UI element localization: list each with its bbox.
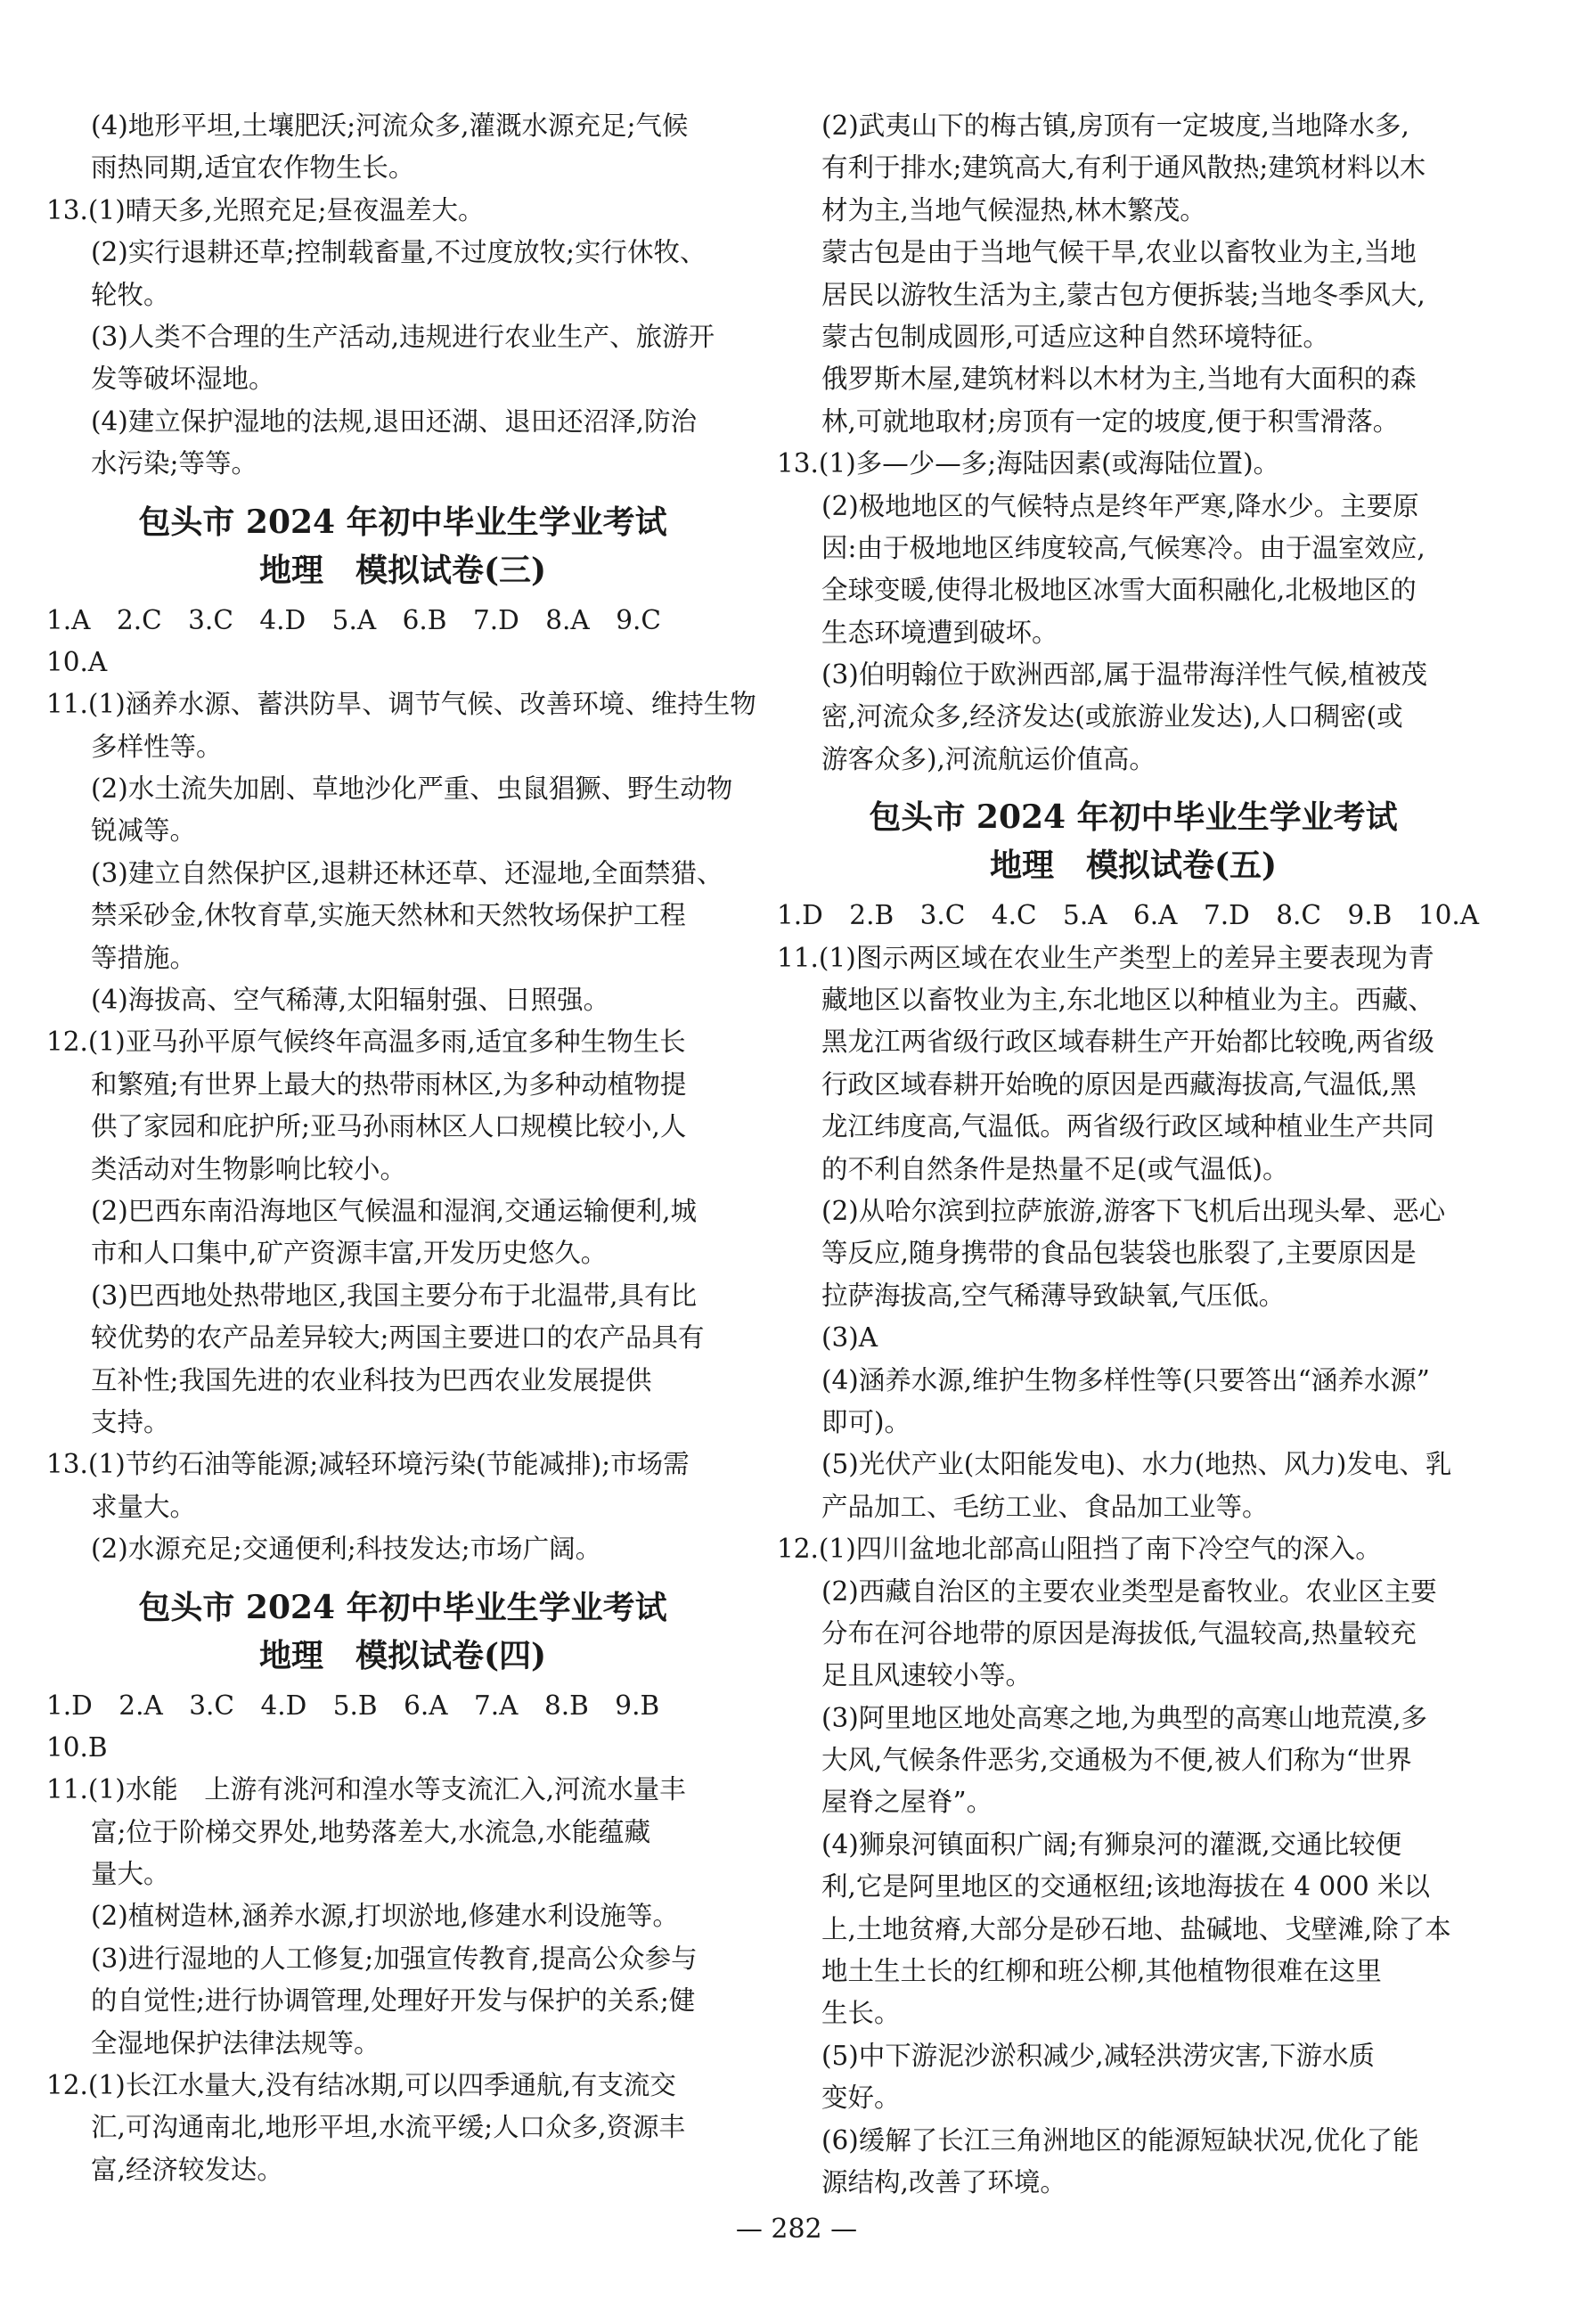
answer-line: 全湿地保护法律法规等。	[91, 2027, 380, 2058]
answer-line: 大风,气候条件恶劣,交通极为不便,被人们称为“世界	[821, 1745, 1412, 1776]
answer-line: 和繁殖;有世界上最大的热带雨林区,为多种动植物提	[91, 1068, 687, 1100]
answer-line: 产品加工、毛纺工业、食品加工业等。	[821, 1491, 1269, 1522]
answer-line: (2)从哈尔滨到拉萨旅游,游客下飞机后出现头晕、恶心	[821, 1195, 1446, 1226]
answer-line: 屋脊之屋脊”。	[821, 1787, 993, 1818]
answer-line: 汇,可沟通南北,地形平坦,水流平缓;人口众多,资源丰	[91, 2112, 685, 2143]
answer-line: 居民以游牧生活为主,蒙古包方便拆装;当地冬季风大,	[821, 279, 1426, 310]
answer-line: (3)伯明翰位于欧洲西部,属于温带海洋性气候,植被茂	[821, 659, 1428, 691]
answer-line: (5)光伏产业(太阳能发电)、水力(地热、风力)发电、乳	[821, 1449, 1452, 1480]
answer-line: (3)进行湿地的人工修复;加强宣传教育,提高公众参与	[91, 1943, 698, 1974]
answer-line: 蒙古包是由于当地气候干旱,农业以畜牧业为主,当地	[821, 237, 1417, 268]
answer-line: 12.(1)长江水量大,没有结冰期,可以四季通航,有支流交	[46, 2070, 676, 2101]
right-column	[777, 105, 1490, 2204]
answer-line: 11.(1)水能 上游有洮河和湟水等支流汇入,河流水量丰	[46, 1774, 686, 1805]
answer-line: 市和人口集中,矿产资源丰富,开发历史悠久。	[91, 1238, 608, 1269]
answer-line: 生长。	[821, 1998, 901, 2029]
answer-line: 的不利自然条件是热量不足(或气温低)。	[821, 1153, 1289, 1184]
answer-line: 有利于排水;建筑高大,有利于通风散热;建筑材料以木	[821, 152, 1426, 184]
answer-line: (2)实行退耕还草;控制载畜量,不过度放牧;实行休牧、	[91, 237, 707, 268]
answer-line: 分布在河谷地带的原因是海拔低,气温较高,热量较充	[821, 1617, 1417, 1649]
answer-line: 11.(1)图示两区域在农业生产类型上的差异主要表现为青	[777, 942, 1434, 973]
answer-line: 求量大。	[91, 1491, 197, 1522]
answer-line: 12.(1)四川盆地北部高山阻挡了南下冷空气的深入。	[777, 1534, 1382, 1565]
left-column	[46, 105, 759, 2191]
answer-line: (2)巴西东南沿海地区气候温和湿润,交通运输便利,城	[91, 1195, 698, 1226]
answer-line: (3)建立自然保护区,退耕还林还草、还湿地,全面禁猎、	[91, 857, 723, 888]
answer-line: 发等破坏湿地。	[91, 364, 275, 395]
exam-title: 包头市 2024 年初中毕业生学业考试	[869, 798, 1398, 837]
answer-line: 等措施。	[91, 942, 197, 973]
answer-line: (2)植树造林,涵养水源,打坝淤地,修建水利设施等。	[91, 1901, 679, 1932]
answer-line: 互补性;我国先进的农业科技为巴西农业发展提供	[91, 1364, 652, 1395]
answer-line: 1.D 2.B 3.C 4.C 5.A 6.A 7.D 8.C 9.B 10.A	[777, 900, 1480, 931]
answer-line: (2)水土流失加剧、草地沙化严重、虫鼠猖獗、野生动物	[91, 773, 733, 805]
answer-line: (4)建立保护湿地的法规,退田还湖、退田还沼泽,防治	[91, 405, 698, 437]
answer-line: 因:由于极地地区纬度较高,气候寒冷。由于温室效应,	[821, 532, 1426, 563]
answer-line: (4)涵养水源,维护生物多样性等(只要答出“涵养水源”	[821, 1364, 1430, 1395]
answer-line: 材为主,当地气候湿热,林木繁茂。	[821, 194, 1206, 225]
exam-title: 包头市 2024 年初中毕业生学业考试	[138, 1588, 667, 1626]
answer-line: 13.(1)多—少—多;海陆因素(或海陆位置)。	[777, 448, 1280, 479]
answer-line: 龙江纬度高,气温低。两省级行政区域种植业生产共同	[821, 1111, 1434, 1142]
answer-line: 上,土地贫瘠,大部分是砂石地、盐碱地、戈壁滩,除了本	[821, 1913, 1451, 1944]
answer-line: 10.B	[46, 1731, 108, 1763]
answer-line: (4)地形平坦,土壤肥沃;河流众多,灌溉水源充足;气候	[91, 110, 689, 141]
answer-line: 供了家园和庇护所;亚马孙雨林区人口规模比较小,人	[91, 1111, 687, 1142]
answer-line: 蒙古包制成圆形,可适应这种自然环境特征。	[821, 321, 1329, 352]
answer-line: 俄罗斯木屋,建筑材料以木材为主,当地有大面积的森	[821, 364, 1417, 395]
answer-line: 轮牧。	[91, 279, 170, 310]
answer-line: 1.A 2.C 3.C 4.D 5.A 6.B 7.D 8.A 9.C	[46, 604, 661, 635]
answer-line: 锐减等。	[91, 815, 197, 847]
answer-line: 行政区域春耕开始晚的原因是西藏海拔高,气温低,黑	[821, 1068, 1417, 1100]
answer-line: 游客众多),河流航运价值高。	[821, 743, 1156, 774]
answer-line: (3)巴西地处热带地区,我国主要分布于北温带,具有比	[91, 1280, 698, 1311]
exam-title: 包头市 2024 年初中毕业生学业考试	[138, 503, 667, 541]
answer-line: (2)极地地区的气候特点是终年严寒,降水少。主要原	[821, 490, 1419, 521]
exam-subtitle: 地理 模拟试卷(四)	[258, 1636, 547, 1674]
answer-line: 变好。	[821, 2083, 901, 2114]
answer-line: 多样性等。	[91, 731, 223, 762]
answer-line: 密,河流众多,经济发达(或旅游业发达),人口稠密(或	[821, 701, 1403, 732]
answer-line: (4)海拔高、空气稀薄,太阳辐射强、日照强。	[91, 985, 610, 1016]
answer-line: 等反应,随身携带的食品包装袋也胀裂了,主要原因是	[821, 1238, 1417, 1269]
answer-line: 生态环境遭到破坏。	[821, 617, 1058, 648]
answer-line: 禁采砂金,休牧育草,实施天然林和天然牧场保护工程	[91, 900, 686, 931]
answer-line: (4)狮泉河镇面积广阔;有狮泉河的灌溉,交通比较便	[821, 1829, 1402, 1860]
answer-line: 13.(1)节约石油等能源;减轻环境污染(节能减排);市场需	[46, 1449, 690, 1480]
answer-line: 林,可就地取材;房顶有一定的坡度,便于积雪滑落。	[821, 405, 1400, 437]
answer-line: 藏地区以畜牧业为主,东北地区以种植业为主。西藏、	[821, 985, 1434, 1016]
answer-line: 较优势的农产品差异较大;两国主要进口的农产品具有	[91, 1322, 705, 1354]
answer-line: 类活动对生物影响比较小。	[91, 1153, 407, 1184]
answer-line: 水污染;等等。	[91, 448, 257, 479]
answer-line: (2)武夷山下的梅古镇,房顶有一定坡度,当地降水多,	[821, 110, 1409, 141]
answer-line: 足且风速较小等。	[821, 1660, 1033, 1691]
answer-line: 10.A	[46, 646, 108, 677]
answer-line: 富;位于阶梯交界处,地势落差大,水流急,水能蕴藏	[91, 1816, 651, 1847]
answer-line: (2)西藏自治区的主要农业类型是畜牧业。农业区主要	[821, 1575, 1437, 1607]
answer-line: (3)人类不合理的生产活动,违规进行农业生产、旅游开	[91, 321, 715, 352]
answer-line: 量大。	[91, 1859, 170, 1890]
answer-line: 的自觉性;进行协调管理,处理好开发与保护的关系;健	[91, 1985, 696, 2017]
answer-line: (6)缓解了长江三角洲地区的能源短缺状况,优化了能	[821, 2124, 1419, 2156]
answer-line: 13.(1)晴天多,光照充足;昼夜温差大。	[46, 194, 485, 225]
answer-line: 12.(1)亚马孙平原气候终年高温多雨,适宜多种生物生长	[46, 1027, 686, 1058]
answer-line: 11.(1)涵养水源、蓄洪防旱、调节气候、改善环境、维持生物	[46, 689, 756, 720]
page-number: — 282 —	[735, 2214, 858, 2245]
answer-line: (2)水源充足;交通便利;科技发达;市场广阔。	[91, 1534, 602, 1565]
answer-line: (5)中下游泥沙淤积减少,减轻洪涝灾害,下游水质	[821, 2040, 1376, 2071]
answer-line: 源结构,改善了环境。	[821, 2166, 1066, 2197]
answer-line: 雨热同期,适宜农作物生长。	[91, 152, 415, 184]
answer-line: 利,它是阿里地区的交通枢纽;该地海拔在 4 000 米以	[821, 1871, 1431, 1903]
answer-line: 即可)。	[821, 1406, 911, 1437]
answer-line: 支持。	[91, 1406, 170, 1437]
answer-line: 黑龙江两省级行政区域春耕生产开始都比较晚,两省级	[821, 1027, 1434, 1058]
answer-line: (3)A	[821, 1322, 878, 1354]
answer-line: 1.D 2.A 3.C 4.D 5.B 6.A 7.A 8.B 9.B	[46, 1690, 660, 1721]
answer-line: 全球变暖,使得北极地区冰雪大面积融化,北极地区的	[821, 575, 1417, 606]
answer-line: 地土生土长的红柳和班公柳,其他植物很难在这里	[821, 1956, 1382, 1987]
answer-line: 富,经济较发达。	[91, 2154, 283, 2185]
answer-line: 拉萨海拔高,空气稀薄导致缺氧,气压低。	[821, 1280, 1286, 1311]
exam-subtitle: 地理 模拟试卷(三)	[258, 551, 547, 589]
answer-line: (3)阿里地区地处高寒之地,为典型的高寒山地荒漠,多	[821, 1702, 1428, 1733]
exam-subtitle: 地理 模拟试卷(五)	[989, 847, 1278, 885]
